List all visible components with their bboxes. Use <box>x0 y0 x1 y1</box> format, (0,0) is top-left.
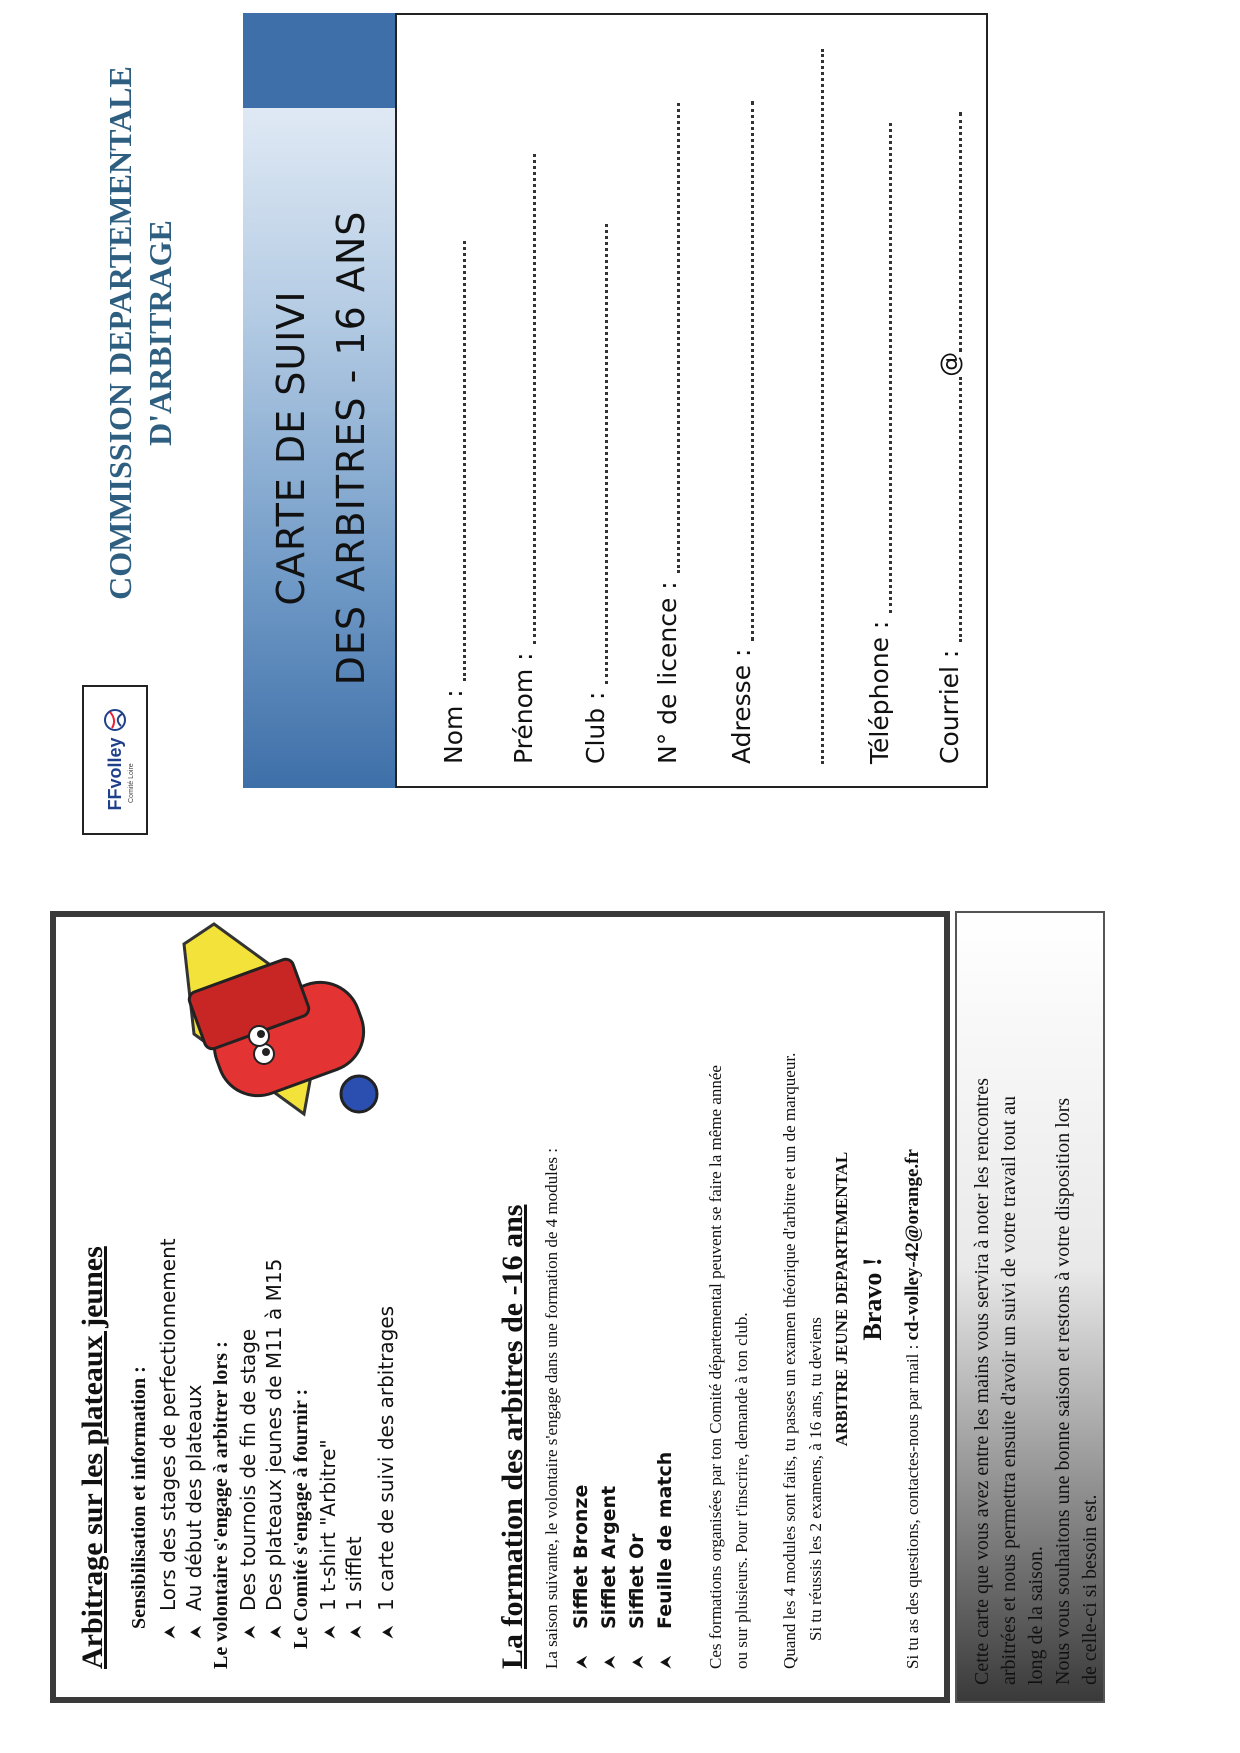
logo-text: FFvolley <box>104 737 125 811</box>
field-club[interactable]: Club : <box>581 224 610 764</box>
formation-intro: La saison suivante, le volontaire s'engage dans une formation de 4 modules : <box>542 1148 561 1669</box>
arrow-icon: ⮝ <box>346 1625 365 1639</box>
mascot-pupil <box>262 1048 270 1056</box>
mascot-pupil <box>257 1030 265 1038</box>
telephone-line[interactable] <box>871 123 892 613</box>
card-title: CARTE DE SUIVI DES ARBITRES - 16 ANS <box>269 210 373 686</box>
field-nom[interactable]: Nom : <box>439 241 468 764</box>
field-telephone[interactable]: Téléphone : <box>865 123 894 764</box>
prenom-line[interactable] <box>515 154 536 644</box>
ffvolley-logo <box>82 685 148 835</box>
arrow-icon: ⮝ <box>378 1625 397 1639</box>
list-item: ⮝1 t-shirt "Arbitre" <box>316 1439 340 1639</box>
arrow-icon: ⮝ <box>320 1625 339 1639</box>
field-adresse[interactable]: Adresse : <box>727 101 756 764</box>
contact-line: Si tu as des questions, contactes-nous par mail : cd-volley-42@orange.fr <box>902 1149 923 1669</box>
module-item: ⮝Feuille de match <box>654 1451 676 1669</box>
paragraph-line: ou sur plusieurs. Pour t'inscrire, demande à ton club. <box>732 1312 751 1669</box>
paragraph-line: Si tu réussis les 2 examens, à 16 ans, tu deviens <box>806 1317 825 1641</box>
list-item: ⮝Des plateaux jeunes de M11 à M15 <box>262 1258 286 1639</box>
banner-line: de celle-ci si besoin est. <box>1079 1494 1101 1685</box>
commission-title: COMMISSION DEPARTEMENTALE D'ARBITRAGE <box>102 66 178 600</box>
adresse-line[interactable] <box>733 101 754 641</box>
list-item: ⮝Des tournois de fin de stage <box>236 1328 260 1639</box>
whistle-mascot-illustration <box>154 914 384 1154</box>
module-item: ⮝Sifflet Bronze <box>570 1484 592 1669</box>
arrow-icon: ⮝ <box>160 1625 179 1639</box>
club-line[interactable] <box>587 224 608 684</box>
card-form <box>395 13 988 788</box>
field-adresse-2[interactable] <box>797 49 826 764</box>
arrow-icon: ⮝ <box>186 1625 205 1639</box>
arrow-icon: ⮝ <box>240 1625 259 1639</box>
module-item: ⮝Sifflet Or <box>626 1533 648 1669</box>
courriel-line[interactable] <box>941 377 962 642</box>
plateaux-title: Arbitrage sur les plateaux jeunes <box>76 1246 109 1669</box>
arrow-icon: ⮝ <box>628 1655 647 1669</box>
comite-heading: Le Comité s'engage à fournir : <box>290 1388 312 1649</box>
field-prenom[interactable]: Prénom : <box>509 154 538 764</box>
paragraph-line: Ces formations organisées par ton Comité départemental peuvent se faire la même année <box>706 1065 725 1669</box>
tracking-card <box>243 13 988 788</box>
arrow-icon: ⮝ <box>572 1655 591 1669</box>
licence-line[interactable] <box>659 103 680 573</box>
banner-line: Nous vous souhaitons une bonne saison et restons à votre disposition lors <box>1052 1097 1074 1685</box>
banner-line: Cette carte que vous avez entre les mains vous servira à noter les rencontres <box>971 1078 993 1685</box>
arrow-icon: ⮝ <box>656 1655 675 1669</box>
sensibilisation-heading: Sensibilisation et information : <box>128 1366 150 1629</box>
courriel-domain-line[interactable] <box>941 112 962 352</box>
paragraph-line: Quand les 4 modules sont faits, tu passes un examen théorique d'arbitre et un de marqueur. <box>780 1052 799 1669</box>
logo-subtitle: Comité Loire <box>128 763 135 803</box>
arrow-icon: ⮝ <box>600 1655 619 1669</box>
arbitre-jeune-label: ARBITRE JEUNE DEPARTEMENTAL <box>832 1151 851 1447</box>
adresse-line-2[interactable] <box>803 49 824 764</box>
module-item: ⮝Sifflet Argent <box>598 1485 620 1669</box>
list-item: ⮝1 carte de suivi des arbitrages <box>374 1305 398 1639</box>
volleyball-icon <box>104 709 126 731</box>
nom-line[interactable] <box>445 241 466 681</box>
banner-line: long de la saison. <box>1025 1546 1047 1685</box>
arrow-icon: ⮝ <box>266 1625 285 1639</box>
at-sign: @ <box>935 351 964 377</box>
mascot-ball <box>341 1076 377 1112</box>
list-item: ⮝Lors des stages de perfectionnement <box>156 1238 180 1639</box>
list-item: ⮝Au début des plateaux <box>182 1384 206 1639</box>
info-banner <box>955 911 1105 1703</box>
list-item: ⮝1 sifflet <box>342 1536 366 1639</box>
volontaire-heading: Le volontaire s'engage à arbitrer lors : <box>210 1341 232 1669</box>
field-licence[interactable]: N° de licence : <box>653 103 682 764</box>
formation-title: La formation des arbitres de -16 ans <box>496 1204 529 1669</box>
card-header-accent <box>243 13 419 108</box>
info-panel <box>50 911 950 1703</box>
banner-line: arbitrées et nous permettra ensuite d'avoir un suivi de votre travail tout au <box>998 1096 1020 1685</box>
contact-email[interactable]: cd-volley-42@orange.fr <box>902 1149 923 1341</box>
field-courriel[interactable]: Courriel : @ <box>935 112 964 764</box>
bravo-label: Bravo ! <box>858 1257 887 1341</box>
